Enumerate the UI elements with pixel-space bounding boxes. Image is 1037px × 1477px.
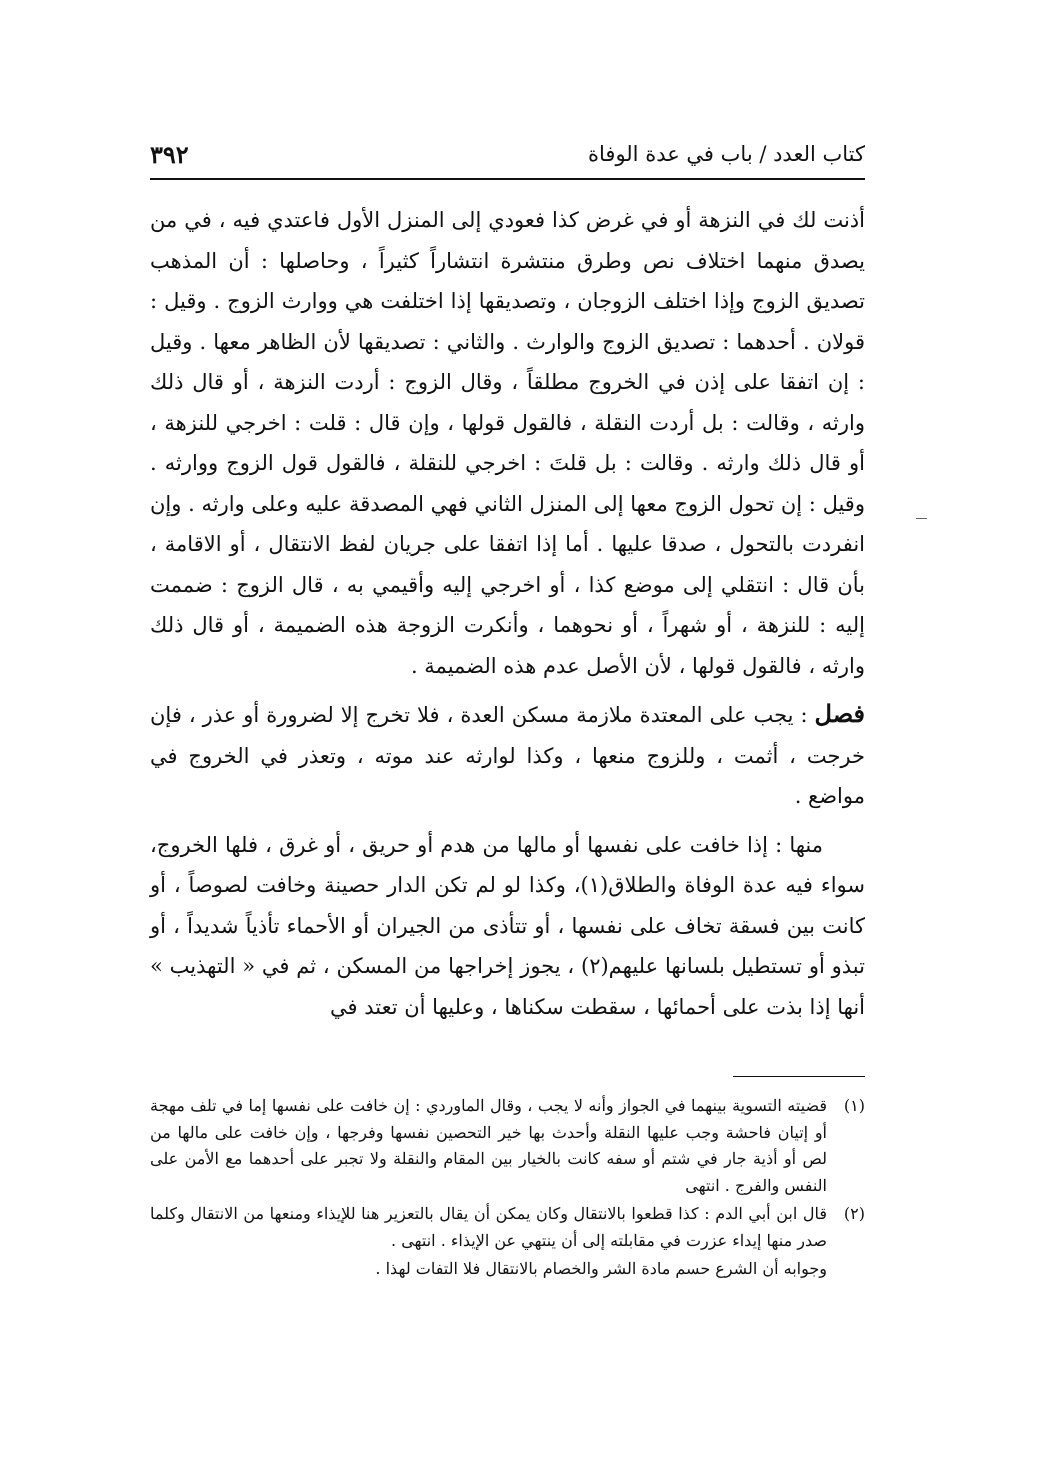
paragraph-3: منها : إذا خافت على نفسها أو مالها من هدم أو حريق ، أو غرق ، فلها الخروج، سواء فيه عدة الوفاة والطلاق(١)، وكذا لو لم تكن الدار حصينة وخافت لصوصاً ، أو كانت بين فسقة تخاف على نفسها ، أو تتأذى من الجيران أو الأحماء تأذياً شديداً ، أو تبذو أو تستطيل بلسانها عليهم(٢) ، يجوز إخراجها من المسكن ، ثم في « التهذيب » أنها إذا بذت على أحمائها ، سقطت سكناها ، وعليها أن تعتد في: [150, 832, 865, 1019]
footnotes: [150, 1093, 865, 1283]
fasl-heading: فصل: [814, 699, 865, 728]
footnote-number: (٢): [843, 1204, 865, 1223]
page-number: ٣٩٢: [150, 140, 189, 169]
main-text: [150, 200, 865, 1027]
paragraph-fasl: [150, 694, 865, 817]
margin-mark: [916, 518, 927, 519]
footnote-2-continuation: وجوابه أن الشرع حسم مادة الشر والخصام بالانتقال فلا التفات لهذا .: [375, 1259, 827, 1278]
footnote-text: قضيته التسوية بينهما في الجواز وأنه لا يجب ، وقال الماوردي : إن خافت على نفسها إما في تلف مهجة أو إتيان فاحشة وجب عليها النقلة وأحدث بها خير التحصين نفسها وفرجها ، وإن خافت على مالها من لص أو أذية جار في شتم أو سفه كانت بالخيار بين المقام والنقلة ولا تجبر على أحدهما مع الأمن على النفس والفرج . انتهى: [150, 1096, 828, 1195]
footnote-1: [150, 1093, 865, 1199]
paragraph-1: أذنت لك في النزهة أو في غرض كذا فعودي إلى المنزل الأول فاعتدي فيه ، في من يصدق منهما اختلاف نص وطرق منتشرة انتشاراً كثيراً ، وحاصلها : أن المذهب تصديق الزوج وإذا اختلف الزوجان ، وتصديقها إذا اختلفت هي ووارث الزوج . وقيل : قولان . أحدهما : تصديق الزوج والوارث . والثاني : تصديقها لأن الظاهر معها . وقيل : إن اتفقا على إذن في الخروج مطلقاً ، وقال الزوج : أردت النزهة ، أو قال ذلك وارثه ، وقالت : بل أردت النقلة ، فالقول قولها ، وإن قال : قلت : اخرجي للنزهة ، أو قال ذلك وارثه . وقالت : بل قلتَ : اخرجي للنقلة ، فالقول قول الزوج ووارثه . وقيل : إن تحول الزوج معها إلى المنزل الثاني فهي المصدقة عليه وعلى وارثه . وإن انفردت بالتحول ، صدقا عليها . أما إذا اتفقا على جريان لفظ الانتقال ، أو الاقامة ، بأن قال : انتقلي إلى موضع كذا ، أو اخرجي إليه وأقيمي به ، قال الزوج : ضممت إليه : للنزهة ، أو شهراً ، أو نحوهما ، وأنكرت الزوجة هذه الضميمة ، أو قال ذلك وارثه ، فالقول قولها ، لأن الأصل عدم هذه الضميمة .: [150, 208, 865, 678]
footnote-separator: [733, 1076, 865, 1077]
footnote-2: [150, 1201, 865, 1254]
footnote-text: قال ابن أبي الدم : كذا قطعوا بالانتقال وكان يمكن أن يقال بالتعزير هنا للإيذاء ومنعها من الانتقال وكلما صدر منها إيداء عزرت في مقابلته إلى أن ينتهي عن الإيذاء . انتهى .: [150, 1204, 827, 1250]
footnote-number: (١): [843, 1096, 865, 1115]
running-title: كتاب العدد / باب في عدة الوفاة: [588, 142, 865, 166]
fasl-text: : يجب على المعتدة ملازمة مسكن العدة ، فلا تخرج إلا لضرورة أو عذر ، فإن خرجت ، أثمت ، وللزوج منعها ، وكذا لوارثه عند موته ، وتعذر في الخروج في مواضع .: [150, 703, 865, 808]
page-header: [150, 138, 865, 180]
